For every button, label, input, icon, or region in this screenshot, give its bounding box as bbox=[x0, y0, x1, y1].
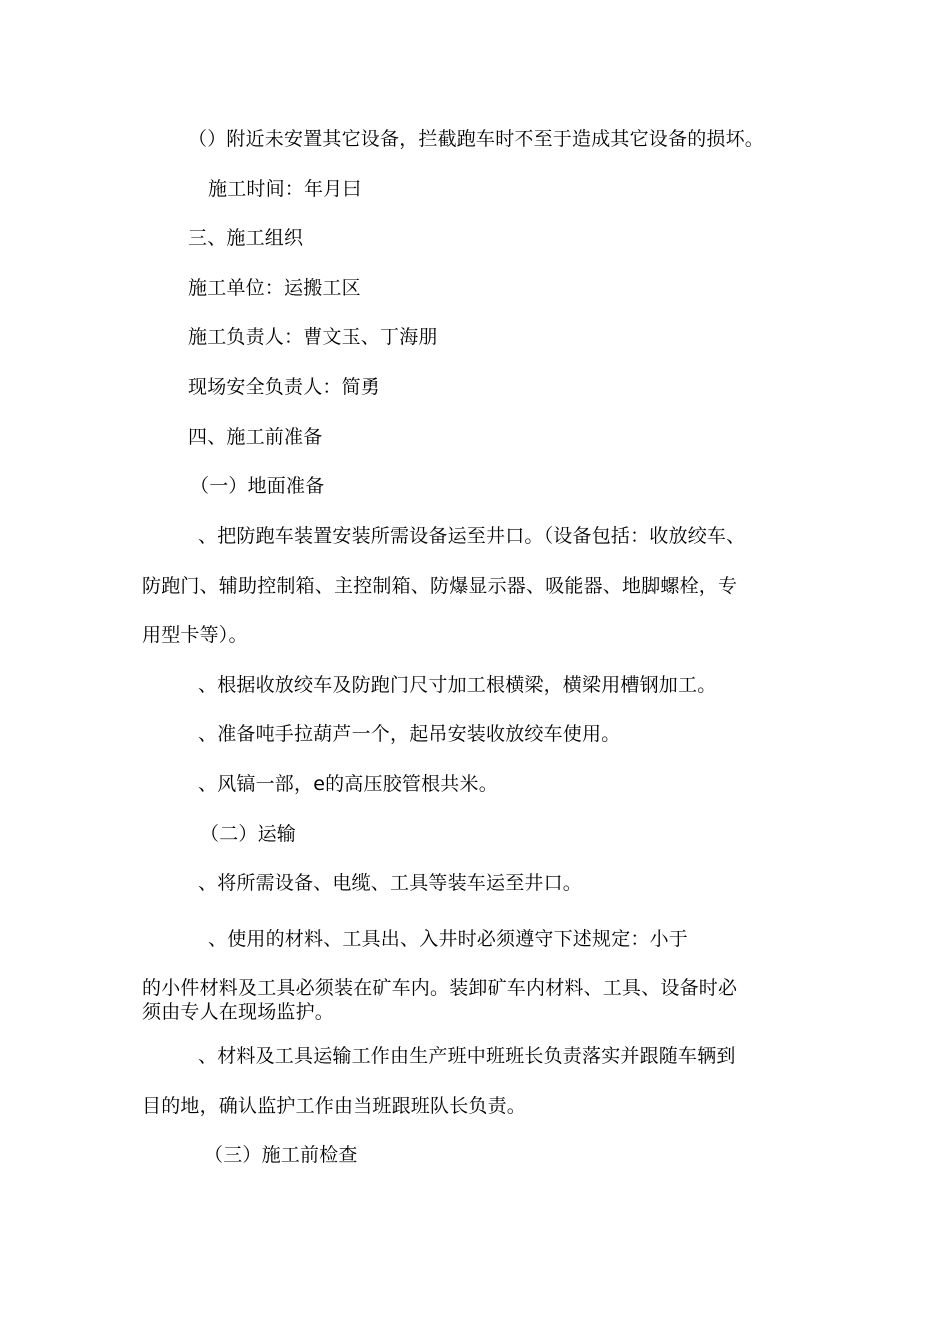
text-line-21: 目的地，确认监护工作由当班跟班队长负责。 bbox=[142, 1095, 527, 1117]
text-line-10: 防跑门、辅助控制箱、主控制箱、防爆显示器、吸能器、地脚螺栓，专 bbox=[142, 575, 738, 597]
text-line-12: 、根据收放绞车及防跑门尺寸加工根横梁，横梁用槽钢加工。 bbox=[198, 674, 717, 696]
text-line-16: 、将所需设备、电缆、工具等装车运至井口。 bbox=[198, 872, 583, 894]
text-line-6: 现场安全负责人：简勇 bbox=[188, 376, 381, 398]
text-line-11: 用型卡等）。 bbox=[142, 624, 248, 646]
subsection-heading-3: （三）施工前检查 bbox=[204, 1144, 358, 1166]
text-line-4: 施工单位：运搬工区 bbox=[188, 277, 361, 299]
subsection-heading-2: （二）运输 bbox=[200, 823, 297, 845]
text-line-13: 、准备吨手拉葫芦一个，起吊安装收放绞车使用。 bbox=[198, 723, 621, 745]
text-line-9: 、把防跑车装置安装所需设备运至井口。（设备包括：收放绞车、 bbox=[198, 525, 746, 547]
text-line-20: 、材料及工具运输工作由生产班中班班长负责落实并跟随车辆到 bbox=[198, 1045, 736, 1067]
text-line-19: 须由专人在现场监护。 bbox=[142, 1001, 335, 1023]
text-line-14: 、风镐一部，e的高压胶管根共米。 bbox=[198, 773, 498, 795]
subsection-heading-1: （一）地面准备 bbox=[190, 475, 325, 497]
section-heading-4: 四、施工前准备 bbox=[188, 426, 323, 448]
text-line-18: 的小件材料及工具必须装在矿车内。装卸矿车内材料、工具、设备时必 bbox=[142, 977, 738, 999]
text-line-17: 、使用的材料、工具出、入井时必须遵守下述规定：小于 bbox=[208, 928, 689, 950]
text-line-5: 施工负责人：曹文玉、丁海朋 bbox=[188, 326, 438, 348]
section-heading-3: 三、施工组织 bbox=[188, 227, 304, 249]
text-line-2: 施工时间：年月曰 bbox=[208, 178, 362, 200]
text-line-1: （）附近未安置其它设备，拦截跑车时不至于造成其它设备的损坏。 bbox=[188, 128, 765, 150]
